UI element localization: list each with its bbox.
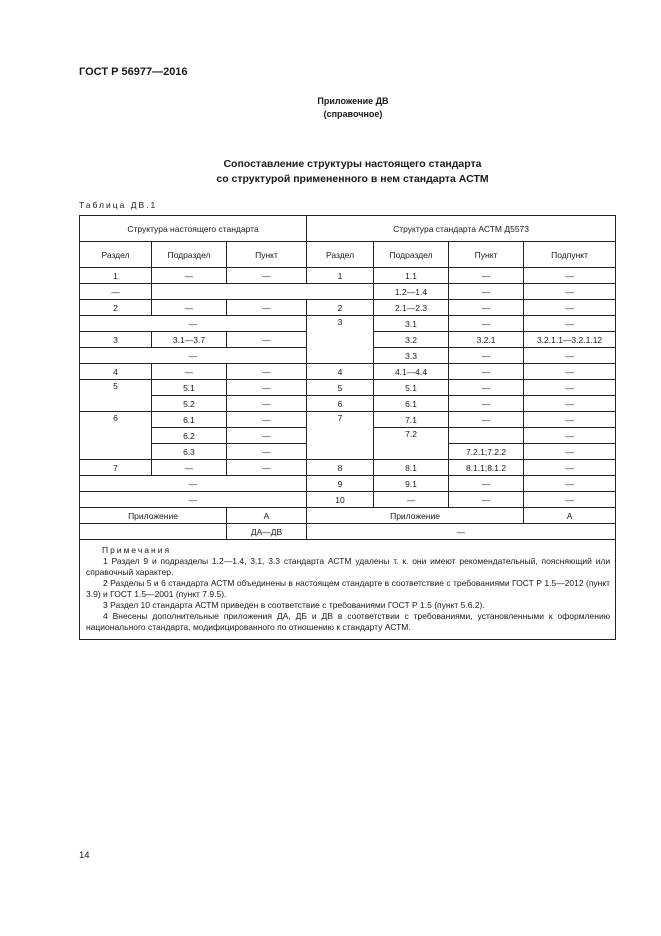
- table-cell: 9.1: [374, 476, 449, 492]
- note-2: 2 Разделы 5 и 6 стандарта АСТМ объединены в настоящем стандарте в соответствие с требованиями ГОСТ Р 1.5—2012 (пункт 3.9) и ГОСТ 1.5—2001 (пункт 7.9.5).: [86, 578, 611, 599]
- table-cell: 6.3: [152, 444, 227, 460]
- table-cell: 5: [307, 380, 374, 396]
- table-cell: —: [227, 364, 307, 380]
- section-title: [0, 157, 661, 187]
- table-cell: —: [524, 364, 616, 380]
- table-cell: 1: [80, 268, 152, 284]
- column-header: Пункт: [449, 242, 524, 268]
- table-cell: 7: [80, 460, 152, 476]
- table-cell: —: [449, 380, 524, 396]
- table-caption: Таблица ДВ.1: [79, 200, 158, 210]
- table-cell: —: [449, 412, 524, 428]
- table-cell: —: [227, 412, 307, 428]
- table-cell: —: [524, 444, 616, 460]
- title-line-2: со структурой примененного в нем стандарта АСТМ: [216, 173, 489, 185]
- table-row: [80, 412, 616, 428]
- table-cell: 5: [80, 380, 152, 412]
- table-cell: 5.1: [152, 380, 227, 396]
- table-cell: —: [449, 396, 524, 412]
- group-header-astm: Структура стандарта АСТМ Д5573: [307, 216, 616, 242]
- table-cell: —: [80, 476, 307, 492]
- table-row: [80, 508, 616, 524]
- table-cell: —: [152, 460, 227, 476]
- notes-cell: [80, 540, 616, 640]
- table-cell: —: [449, 476, 524, 492]
- table-row: [80, 492, 616, 508]
- table-cell: —: [524, 268, 616, 284]
- column-header: Раздел: [307, 242, 374, 268]
- table-cell: —: [227, 396, 307, 412]
- table-cell: А: [227, 508, 307, 524]
- note-1: 1 Раздел 9 и подразделы 1.2—1.4, 3.1, 3.3 стандарта АСТМ удалены т. к. они имеют рекомендательный, поясняющий или справочный характер.: [86, 556, 611, 577]
- table-cell: —: [374, 492, 449, 508]
- table-cell: 10: [307, 492, 374, 508]
- table-cell: —: [227, 460, 307, 476]
- page-number: 14: [79, 850, 90, 861]
- table-cell: 7.2.1;7.2.2: [449, 444, 524, 460]
- table-row: [80, 300, 616, 316]
- table-cell: —: [524, 412, 616, 428]
- table-row: [80, 396, 616, 412]
- table-cell: —: [152, 364, 227, 380]
- table-cell: —: [227, 380, 307, 396]
- table-cell: 4: [80, 364, 152, 380]
- column-header: Подраздел: [374, 242, 449, 268]
- table-row: [80, 316, 616, 332]
- table-row: [80, 524, 616, 540]
- table-cell: 7.1: [374, 412, 449, 428]
- annex-subtitle: (справочное): [323, 109, 383, 119]
- table-cell: 9: [307, 476, 374, 492]
- table-cell: 2: [307, 300, 374, 316]
- table-cell-empty: [152, 284, 374, 300]
- table-cell: —: [524, 300, 616, 316]
- table-cell: —: [449, 300, 524, 316]
- table-cell: 3.2: [374, 332, 449, 348]
- annex-heading: [0, 95, 661, 121]
- table-cell: —: [80, 316, 307, 332]
- table-cell: 8.1: [374, 460, 449, 476]
- table-cell: —: [152, 268, 227, 284]
- table-cell: 3: [307, 316, 374, 364]
- note-3: 3 Раздел 10 стандарта АСТМ приведен в соответствие с требованиями ГОСТ Р 1.5 (пункт 5.6.2).: [103, 600, 485, 610]
- table-cell: —: [524, 284, 616, 300]
- table-cell: —: [80, 284, 152, 300]
- table-cell: —: [80, 348, 307, 364]
- table-cell: —: [227, 332, 307, 348]
- table-cell: 1: [307, 268, 374, 284]
- table-row: [80, 476, 616, 492]
- table-cell: —: [449, 316, 524, 332]
- table-cell: —: [227, 428, 307, 444]
- table-cell: 3.2.1.1—3.2.1.12: [524, 332, 616, 348]
- group-header-current: Структура настоящего стандарта: [80, 216, 307, 242]
- table-cell: —: [524, 492, 616, 508]
- notes-title: Примечания: [102, 545, 172, 555]
- table-cell: 2.1—2.3: [374, 300, 449, 316]
- table-row: [80, 380, 616, 396]
- table-cell: —: [524, 380, 616, 396]
- table-cell: 5.2: [152, 396, 227, 412]
- table-row: [80, 268, 616, 284]
- table-cell: 6.1: [152, 412, 227, 428]
- table-cell: —: [227, 268, 307, 284]
- table-cell: 1.1: [374, 268, 449, 284]
- table-cell: —: [524, 428, 616, 444]
- table-cell-empty: [449, 428, 524, 444]
- table-cell: 3.3: [374, 348, 449, 364]
- table-cell: 6: [80, 412, 152, 460]
- column-header: Пункт: [227, 242, 307, 268]
- table-cell: —: [152, 300, 227, 316]
- table-cell: Приложение: [307, 508, 524, 524]
- table-cell: 7: [307, 412, 374, 460]
- table-cell: —: [524, 348, 616, 364]
- table-cell: 3.1—3.7: [152, 332, 227, 348]
- table-cell: 5.1: [374, 380, 449, 396]
- table-row: [80, 284, 616, 300]
- table-cell: 8.1.1;8.1.2: [449, 460, 524, 476]
- table-row: [80, 460, 616, 476]
- table-cell: 7.2: [374, 428, 449, 460]
- table-cell: —: [80, 492, 307, 508]
- table-cell-empty: [80, 524, 227, 540]
- table-cell: —: [227, 300, 307, 316]
- annex-title: Приложение ДВ: [317, 96, 389, 106]
- table-cell: 3.1: [374, 316, 449, 332]
- table-cell: 4: [307, 364, 374, 380]
- column-header: Подпункт: [524, 242, 616, 268]
- table-cell: 6.2: [152, 428, 227, 444]
- column-header: Подраздел: [152, 242, 227, 268]
- table-cell: —: [449, 364, 524, 380]
- document-id: ГОСТ Р 56977—2016: [79, 66, 188, 78]
- table-cell: 6: [307, 396, 374, 412]
- table-cell: ДА—ДВ: [227, 524, 307, 540]
- table-cell: —: [524, 316, 616, 332]
- table-cell: 4.1—4.4: [374, 364, 449, 380]
- comparison-table: [79, 215, 616, 640]
- table-cell: —: [449, 492, 524, 508]
- table-cell: 3: [80, 332, 152, 348]
- table-group-header-row: [80, 216, 616, 242]
- table-cell: 8: [307, 460, 374, 476]
- table-column-header-row: [80, 242, 616, 268]
- table-cell: А: [524, 508, 616, 524]
- table-cell: 1.2—1.4: [374, 284, 449, 300]
- table-row: [80, 364, 616, 380]
- note-4: 4 Внесены дополнительные приложения ДА, ДБ и ДВ в соответствии с требованиями, установленными к оформлению национального стандарта, модифицированного по отношению к стандарту АСТМ.: [86, 611, 611, 632]
- table-cell: 3.2.1: [449, 332, 524, 348]
- table-cell: —: [307, 524, 616, 540]
- table-cell: —: [449, 348, 524, 364]
- title-line-1: Сопоставление структуры настоящего стандарта: [223, 158, 482, 170]
- table-cell: 6.1: [374, 396, 449, 412]
- table-cell: Приложение: [80, 508, 227, 524]
- table-cell: —: [524, 396, 616, 412]
- table-cell: —: [524, 460, 616, 476]
- table-cell: —: [524, 476, 616, 492]
- table-cell: —: [449, 284, 524, 300]
- table-cell: 2: [80, 300, 152, 316]
- column-header: Раздел: [80, 242, 152, 268]
- table-cell: —: [449, 268, 524, 284]
- table-cell: —: [227, 444, 307, 460]
- notes-row: [80, 540, 616, 640]
